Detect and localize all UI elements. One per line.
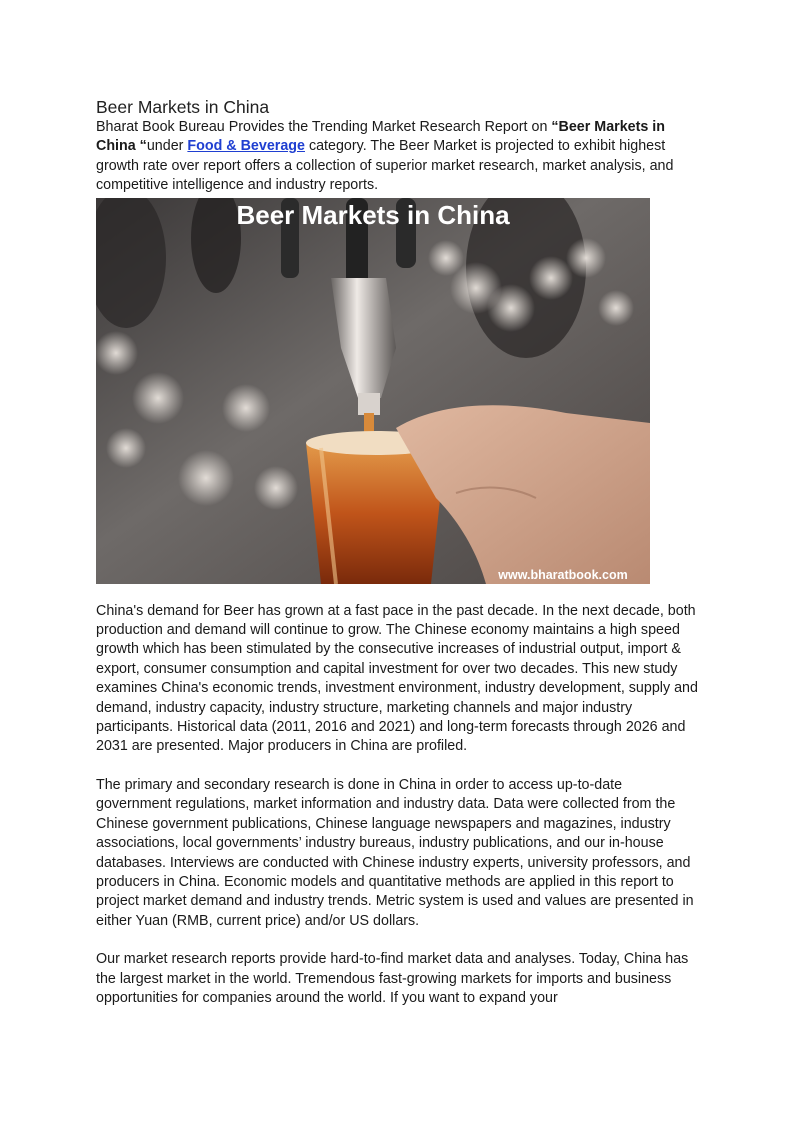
- category-link[interactable]: Food & Beverage: [187, 138, 305, 155]
- image-overlay-title: Beer Markets in China: [236, 199, 510, 230]
- body-paragraph-2: The primary and secondary research is done in China in order to access up-to-date government regulations, market information and industry data. Data were collected from the Chinese government publications, Chinese language newspapers and magazines, industry associations, local governments’ industry bureaus, industry publications, and our in-house databases. Interviews are conducted with Chinese industry experts, university professors, and producers in China. Economic models and quantitative methods are applied in this report to project market demand and industry trends. Metric system is used and values are presented in either Yuan (RMB, current price) and/or US dollars.: [96, 776, 694, 929]
- report-name: Beer Markets in China “: [96, 119, 666, 155]
- intro-lead: Bharat Book Bureau Provides the Trending Market Research Report on: [96, 119, 552, 135]
- body-paragraph-3: Our market research reports provide hard-to-find market data and analyses. Today, China has the largest market in the world. Tremendous fast-growing markets for imports and business opportunities for companies around the world. If you want to expand your: [96, 951, 689, 1006]
- intro-rest: category. The Beer Market is projected to exhibit highest growth rate over report offers a collection of superior market research, market analysis, and competitive intelligence and industry reports.: [96, 138, 674, 194]
- image-watermark: www.bharatbook.com: [498, 567, 628, 582]
- body-paragraph-1: China's demand for Beer has grown at a fast pace in the past decade. In the next decade, both production and demand will continue to grow. The Chinese economy maintains a high speed growth which has been stimulated by the consecutive increases of industrial output, import & export, consumer consumption and capital investment for over two decades. This new study examines China's economic trends, investment environment, industry development, supply and demand, industry capacity, industry structure, marketing channels and major industry participants. Historical data (2011, 2016 and 2021) and long-term forecasts through 2026 and 2031 are presented. Major producers in China are profiled.: [96, 602, 698, 755]
- intro-paragraph: [96, 118, 700, 196]
- open-quote: “: [551, 119, 559, 135]
- beer-pouring-image: [96, 198, 650, 584]
- article-title: Beer Markets in China: [96, 97, 270, 117]
- intro-under: under: [146, 138, 188, 155]
- document-page: [96, 96, 700, 1008]
